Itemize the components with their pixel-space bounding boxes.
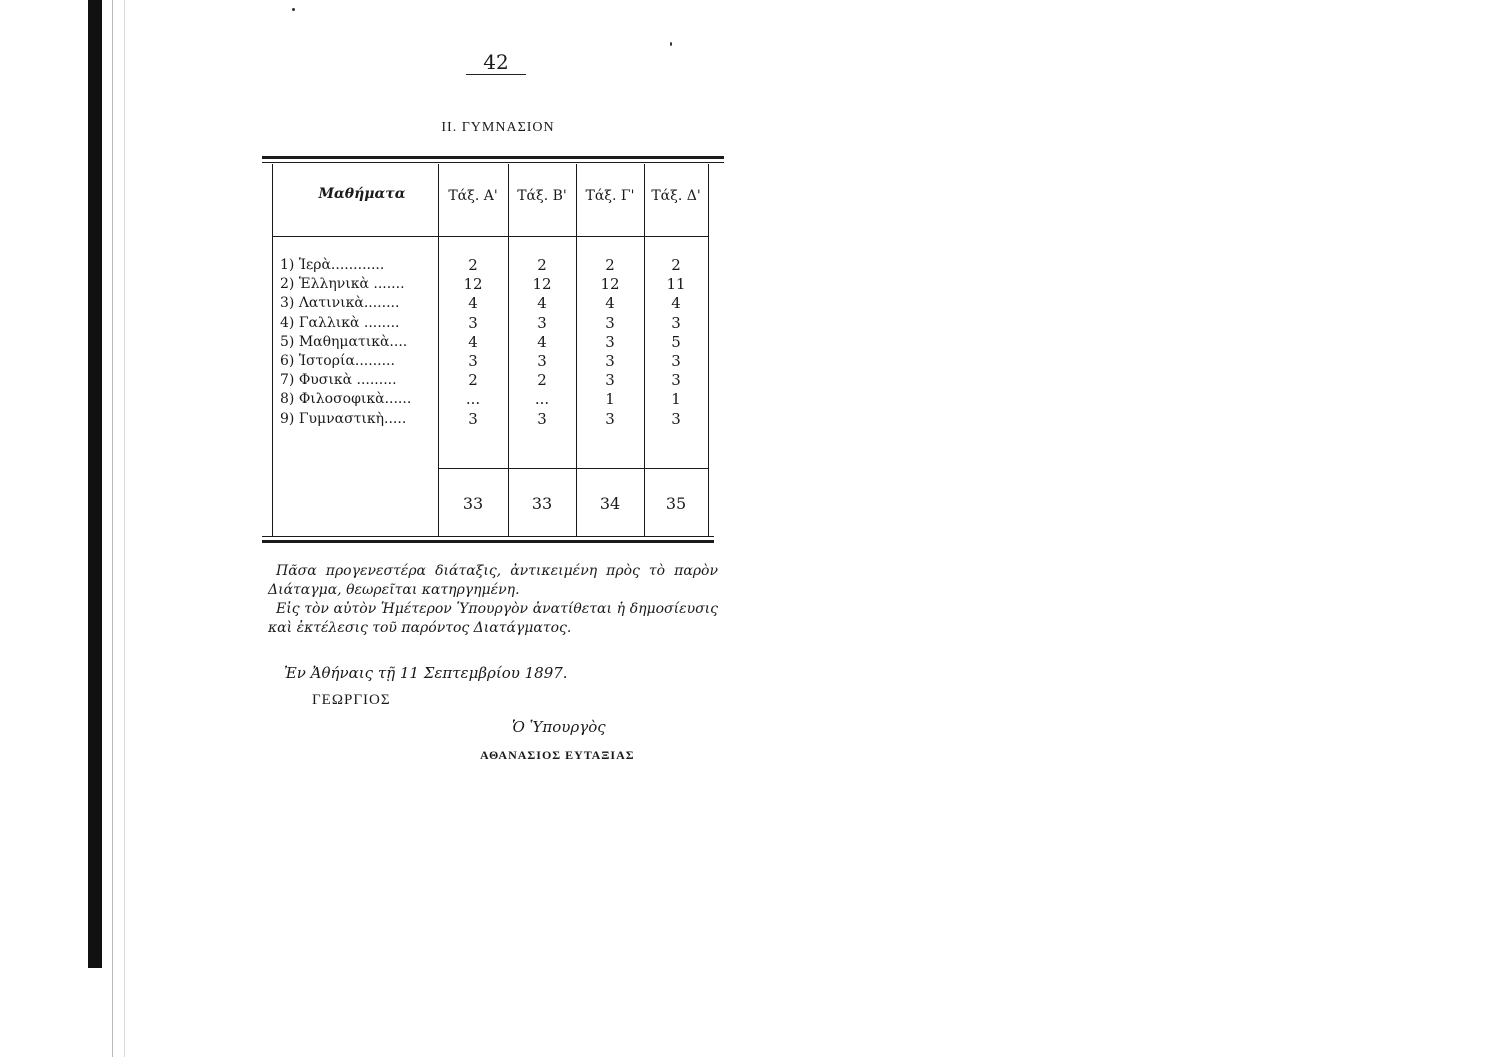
cell-value: 3	[671, 313, 681, 332]
values-class-b	[508, 256, 576, 429]
cell-value: 2	[468, 371, 478, 390]
subject-row: 7) Φυσικὰ .........	[280, 372, 397, 389]
subject-list	[280, 256, 440, 429]
table-right-border	[708, 164, 709, 536]
cell-value: 3	[537, 351, 547, 370]
table-top-rule	[262, 156, 724, 159]
cell-value: 4	[605, 294, 615, 313]
cell-value: 3	[671, 409, 681, 428]
cell-value: 12	[532, 275, 552, 294]
cell-value: 2	[605, 256, 615, 274]
cell-value: 4	[671, 294, 681, 313]
values-class-a	[438, 256, 508, 429]
cell-value: 3	[468, 313, 478, 332]
total-class-d: 35	[665, 494, 687, 513]
subject-row: 5) Μαθηματικὰ....	[280, 333, 408, 350]
minister-title: Ὁ Ὑπουργὸς	[512, 718, 606, 736]
subject-row: 8) Φιλοσοφικὰ......	[280, 391, 412, 408]
cell-value: 2	[671, 256, 681, 274]
cell-value: 11	[666, 275, 686, 294]
cell-value: ...	[465, 390, 481, 409]
scan-speck	[670, 42, 672, 46]
execution-clause: Εἰς τὸν αὐτὸν Ἡμέτερον Ὑπουργὸν ἀνατίθεται ἡ δημοσίευσις καὶ ἐκτέλεσις τοῦ παρόντος Διατάγματος.	[268, 601, 718, 636]
cell-value: 12	[463, 275, 483, 294]
cell-value: 3	[468, 351, 478, 370]
section-heading: II. ΓΥΜΝΑΣΙΟΝ	[441, 120, 555, 135]
subject-column-header: Μαθήματα	[318, 186, 406, 202]
scan-binding-edge	[88, 0, 102, 968]
cell-value: 1	[671, 390, 681, 409]
subject-row: 4) Γαλλικὰ ........	[280, 314, 400, 331]
cell-value: 4	[537, 332, 547, 351]
repeal-clause: Πᾶσα προγενεστέρα διάταξις, ἀντικειμένη πρὸς τὸ παρὸν Διάταγμα, θεωρεῖται κατηργημένη.	[268, 563, 718, 598]
cell-value: 3	[605, 409, 615, 428]
cell-value: 3	[605, 313, 615, 332]
cell-value: 3	[671, 351, 681, 370]
total-class-b: 33	[531, 494, 553, 513]
cell-value: ...	[534, 390, 550, 409]
cell-value: 2	[537, 256, 547, 274]
timetable	[262, 156, 724, 548]
cell-value: 12	[600, 275, 620, 294]
cell-value: 3	[605, 332, 615, 351]
minister-name: ΑΘΑΝΑΣΙΟΣ ΕΥΤΑΞΙΑΣ	[480, 748, 635, 762]
subject-row: 2) Ἑλληνικὰ .......	[280, 276, 405, 293]
subject-row: 9) Γυμναστικὴ.....	[280, 410, 407, 427]
scan-edge-line	[124, 0, 125, 1057]
total-class-a: 33	[462, 494, 484, 513]
page-number: 42	[466, 50, 526, 75]
class-header-a: Τάξ. Α'	[448, 188, 498, 204]
cell-value: 3	[537, 409, 547, 428]
values-class-d	[644, 256, 708, 429]
class-header-b: Τάξ. Β'	[517, 188, 567, 204]
subject-row: 1) Ἱερὰ............	[280, 257, 385, 273]
table-top-rule-thin	[262, 162, 724, 163]
date-line: Ἐν Ἀθήναις τῇ 11 Σεπτεμβρίου 1897.	[284, 664, 568, 682]
closing-text	[268, 562, 718, 638]
cell-value: 2	[468, 256, 478, 274]
table-bottom-rule	[262, 540, 714, 543]
class-header-d: Τάξ. Δ'	[651, 188, 701, 204]
cell-value: 3	[605, 351, 615, 370]
cell-value: 5	[671, 332, 681, 351]
cell-value: 2	[537, 371, 547, 390]
cell-value: 3	[537, 313, 547, 332]
totals-divider	[438, 468, 708, 469]
scan-edge-line	[112, 0, 113, 1057]
cell-value: 4	[468, 294, 478, 313]
cell-value: 3	[605, 371, 615, 390]
subject-row: 3) Λατινικὰ........	[280, 295, 400, 312]
king-signature: ΓΕΩΡΓΙΟΣ	[312, 692, 391, 708]
cell-value: 4	[537, 294, 547, 313]
subject-row: 6) Ἱστορία.........	[280, 352, 395, 369]
cell-value: 1	[605, 390, 615, 409]
table-bottom-rule-thin	[262, 536, 714, 537]
cell-value: 4	[468, 332, 478, 351]
class-header-c: Τάξ. Γ'	[585, 188, 635, 204]
cell-value: 3	[468, 409, 478, 428]
total-class-c: 34	[599, 494, 621, 513]
table-left-border	[272, 164, 273, 536]
scan-speck	[292, 8, 295, 11]
values-class-c	[576, 256, 644, 429]
header-divider	[272, 236, 708, 237]
cell-value: 3	[671, 371, 681, 390]
